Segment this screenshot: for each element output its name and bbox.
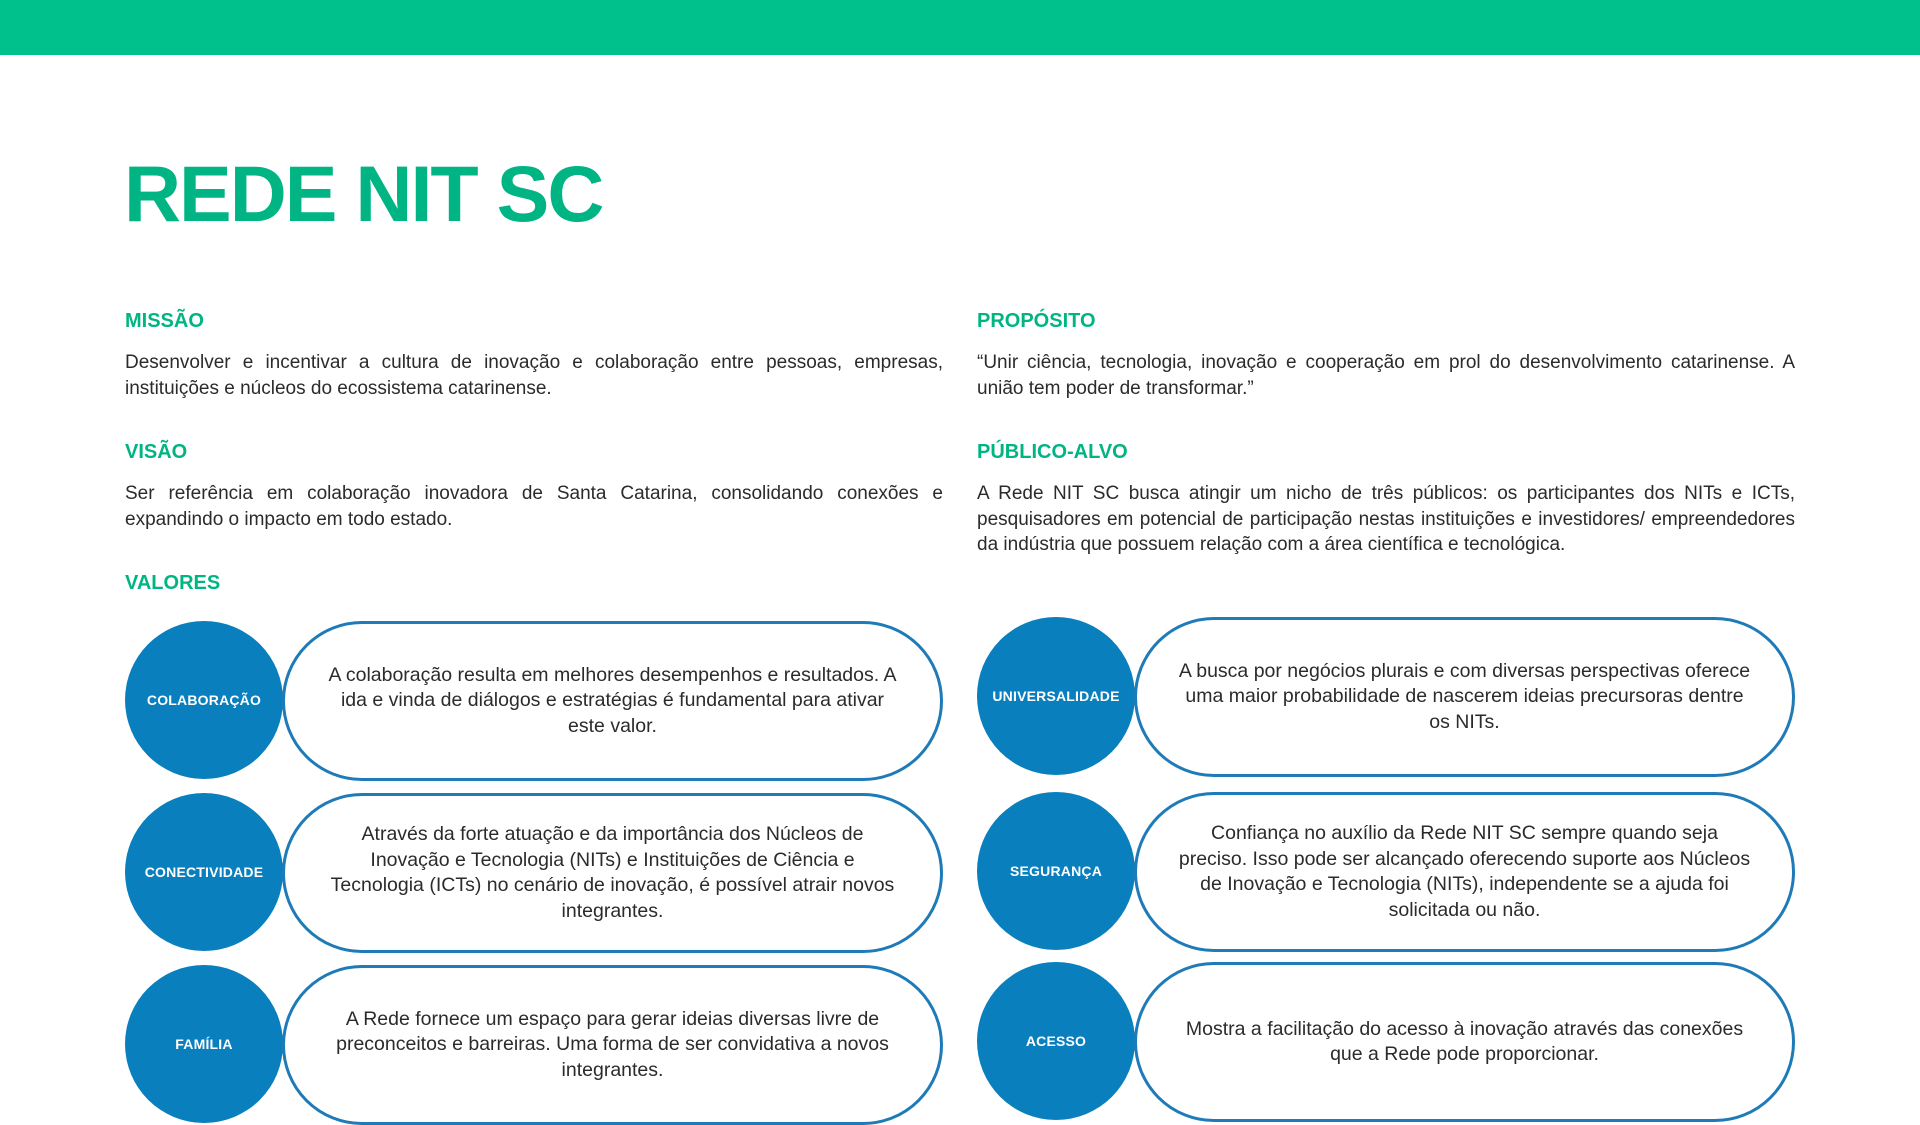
value-description: A Rede fornece um espaço para gerar ideias diversas livre de preconceitos e barreiras. Uma forma de ser convidativa a novos integrantes. [336,1007,889,1081]
value-description: Através da forte atuação e da importância dos Núcleos de Inovação e Tecnologia (NITs) e Instituições de Ciência e Tecnologia (ICTs) no cenário de inovação, é possível atrair novos integrantes. [330,823,895,922]
value-item-conectividade [125,793,943,951]
value-item-colaboracao [125,621,943,779]
value-circle: UNIVERSALIDADE [977,617,1135,775]
value-item-universalidade [977,617,1795,775]
value-description-box [282,621,943,781]
value-description-box [282,965,943,1125]
value-circle: SEGURANÇA [977,792,1135,950]
heading-missao: MISSÃO [125,310,204,332]
value-description: A colaboração resulta em melhores desempenhos e resultados. A ida e vinda de diálogos e estratégias é fundamental para ativar este valor. [328,663,897,737]
heading-visao: VISÃO [125,441,188,463]
value-description: Mostra a facilitação do acesso à inovação através das conexões que a Rede pode proporcionar. [1185,1017,1744,1065]
value-circle: FAMÍLIA [125,965,283,1123]
value-item-familia [125,965,943,1123]
value-description-box [1134,617,1795,777]
value-description-box [282,793,943,953]
value-circle: CONECTIVIDADE [125,793,283,951]
heading-valores: VALORES [125,572,221,594]
text-visao: Ser referência em colaboração inovadora de Santa Catarina, consolidando conexões e expandindo o impacto em todo estado. [125,483,943,530]
value-description-box [1134,962,1795,1122]
value-circle: COLABORAÇÃO [125,621,283,779]
value-item-seguranca [977,792,1795,950]
heading-publico-alvo: PÚBLICO-ALVO [977,441,1128,463]
text-publico-alvo: A Rede NIT SC busca atingir um nicho de três públicos: os participantes dos NITs e ICTs, pesquisadores em potencial de participação nestas instituições e investidores/ empreendedores da indústria que possuem relação com a área científica e tecnológica. [977,483,1795,555]
page-title: REDE NIT SC [124,149,603,238]
heading-proposito: PROPÓSITO [977,310,1096,332]
text-proposito: “Unir ciência, tecnologia, inovação e cooperação em prol do desenvolvimento catarinense. A união tem poder de transformar.” [977,352,1795,399]
value-description-box [1134,792,1795,952]
value-item-acesso [977,962,1795,1120]
value-description: Confiança no auxílio da Rede NIT SC sempre quando seja preciso. Isso pode ser alcançado oferecendo suporte aos Núcleos de Inovação e Tecnologia (NITs), independente se a ajuda foi solicitada ou não. [1178,822,1751,921]
value-circle: ACESSO [977,962,1135,1120]
value-description: A busca por negócios plurais e com diversas perspectivas oferece uma maior probabilidade de nascerem ideias precursoras dentre os NITs. [1178,659,1751,733]
text-missao: Desenvolver e incentivar a cultura de inovação e colaboração entre pessoas, empresas, instituições e núcleos do ecossistema catarinense. [125,352,943,399]
top-accent-bar [0,0,1920,55]
